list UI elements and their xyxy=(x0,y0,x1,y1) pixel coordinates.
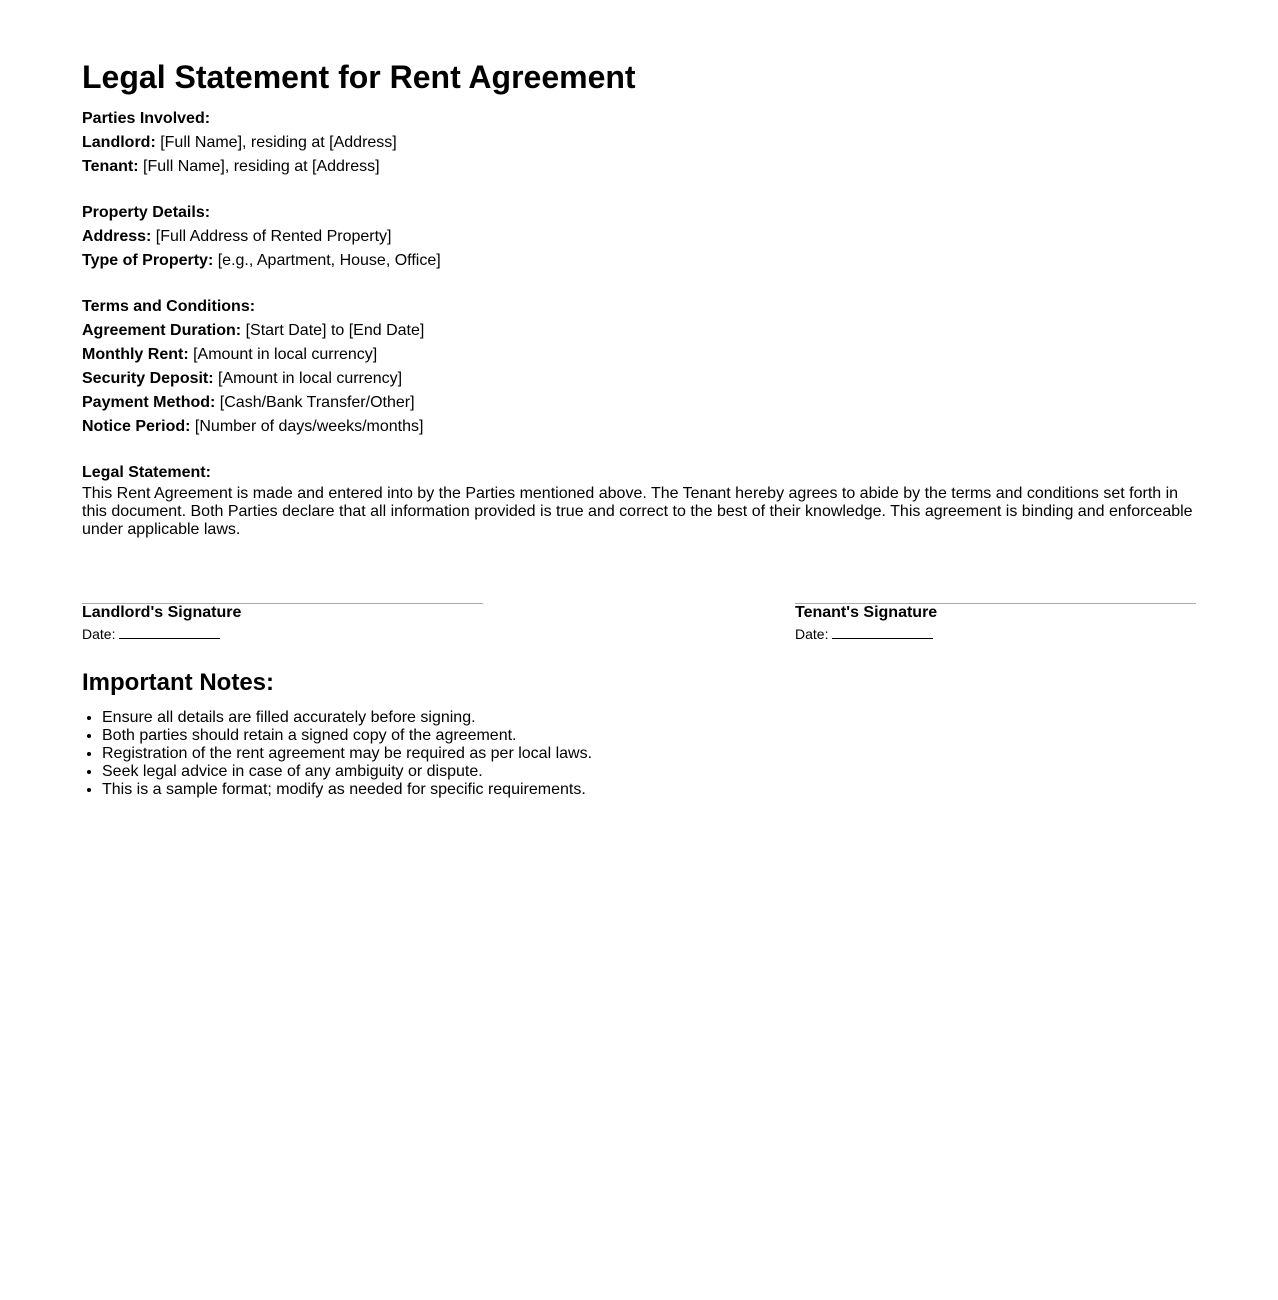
rent-label: Monthly Rent: xyxy=(82,346,189,363)
landlord-value: [Full Name], residing at [Address] xyxy=(155,134,397,151)
duration-field xyxy=(82,319,1196,343)
landlord-date-label: Date: xyxy=(82,626,116,642)
address-value: [Full Address of Rented Property] xyxy=(151,228,392,245)
parties-heading: Parties Involved: xyxy=(82,110,211,127)
list-item: • This is a sample format; modify as needed for specific requirements. xyxy=(102,781,1196,799)
deposit-field xyxy=(82,367,1196,391)
payment-label: Payment Method: xyxy=(82,394,216,411)
tenant-date xyxy=(795,626,1196,642)
signatures-area xyxy=(82,603,1196,651)
terms-heading: Terms and Conditions: xyxy=(82,298,256,315)
property-type-field xyxy=(82,249,1196,273)
list-item: • Both parties should retain a signed copy of the agreement. xyxy=(102,727,1196,745)
rent-field xyxy=(82,343,1196,367)
tenant-label: Tenant: xyxy=(82,158,139,175)
landlord-signature-block xyxy=(82,603,483,642)
list-item: • Seek legal advice in case of any ambiguity or dispute. xyxy=(102,763,1196,781)
list-item: • Registration of the rent agreement may be required as per local laws. xyxy=(102,745,1196,763)
tenant-date-label: Date: xyxy=(795,626,829,642)
payment-field xyxy=(82,391,1196,415)
property-heading: Property Details: xyxy=(82,204,211,221)
property-type-value: [e.g., Apartment, House, Office] xyxy=(213,252,441,269)
notice-label: Notice Period: xyxy=(82,418,191,435)
deposit-value: [Amount in local currency] xyxy=(213,370,403,387)
property-type-label: Type of Property: xyxy=(82,252,214,269)
duration-label: Agreement Duration: xyxy=(82,322,242,339)
tenant-signature-title: Tenant's Signature xyxy=(795,604,938,621)
landlord-field xyxy=(82,131,1196,155)
notice-field xyxy=(82,415,1196,439)
notes-list xyxy=(82,709,1196,799)
address-label: Address: xyxy=(82,228,152,245)
tenant-signature-block xyxy=(795,603,1196,642)
payment-value: [Cash/Bank Transfer/Other] xyxy=(215,394,415,411)
landlord-date-blank xyxy=(119,626,220,639)
legal-section xyxy=(82,461,1196,539)
rent-value: [Amount in local currency] xyxy=(188,346,378,363)
notes-heading: Important Notes: xyxy=(82,669,274,696)
parties-section xyxy=(82,107,1196,179)
tenant-date-blank xyxy=(832,626,933,639)
duration-value: [Start Date] to [End Date] xyxy=(241,322,425,339)
legal-statement-text: This Rent Agreement is made and entered into by the Parties mentioned above. The Tenant hereby agrees to abide by the terms and conditions set forth in this document. Both Parties declare that all information provided is true and correct to the best of their knowledge. This agreement is binding and enforceable under applicable laws. xyxy=(82,485,1193,538)
list-item: • Ensure all details are filled accurately before signing. xyxy=(102,709,1196,727)
deposit-label: Security Deposit: xyxy=(82,370,214,387)
page-title: Legal Statement for Rent Agreement xyxy=(82,59,636,95)
legal-heading: Legal Statement: xyxy=(82,464,211,481)
landlord-date xyxy=(82,626,483,642)
terms-section xyxy=(82,295,1196,439)
landlord-label: Landlord: xyxy=(82,134,156,151)
tenant-field xyxy=(82,155,1196,179)
landlord-signature-title: Landlord's Signature xyxy=(82,604,242,621)
address-field xyxy=(82,225,1196,249)
tenant-value: [Full Name], residing at [Address] xyxy=(138,158,380,175)
property-section xyxy=(82,201,1196,273)
notice-value: [Number of days/weeks/months] xyxy=(190,418,424,435)
